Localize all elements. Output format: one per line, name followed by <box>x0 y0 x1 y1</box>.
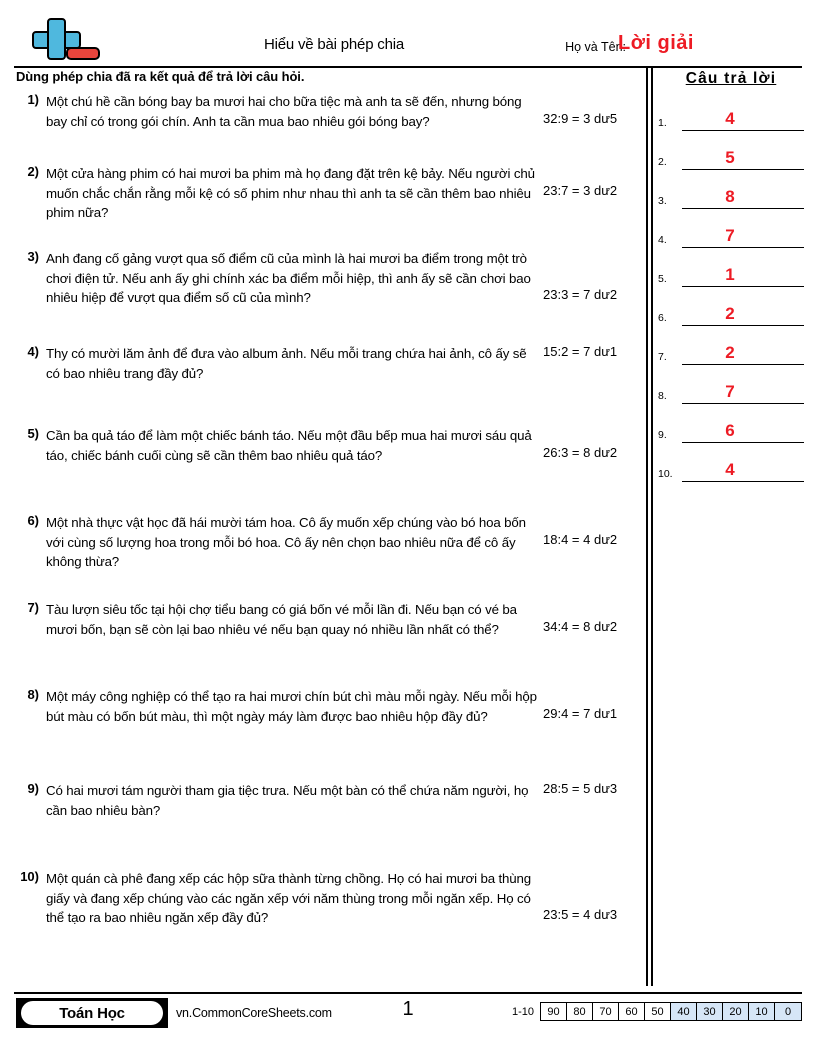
question-number: 3) <box>27 249 39 264</box>
question-item <box>16 344 646 426</box>
answer-row-number: 7. <box>658 351 667 363</box>
question-equation: 23:5 = 4 dư3 <box>543 907 618 922</box>
question-text: Có hai mươi tám người tham gia tiệc trưa. Nếu một bàn có thể chứa năm người, họ cần bao nhiêu bàn? <box>46 783 529 818</box>
question-text: Một quán cà phê đang xếp các hộp sữa thành từng chồng. Họ có hai mươi ba thùng giấy và đang xếp chúng vào các ngăn xếp với năm thùng trong mỗi ngăn xếp. Họ có thể tạo ra bao nhiêu ngăn xếp đầy đủ? <box>46 871 532 925</box>
question-equation: 15:2 = 7 dư1 <box>543 344 618 359</box>
question-item <box>16 600 646 687</box>
divider-line-outer <box>651 66 653 986</box>
answer-column-title: Câu trả lời <box>685 70 777 87</box>
question-item <box>16 164 646 249</box>
question-number: 6) <box>27 513 39 528</box>
question-text: Thy có mười lăm ảnh để đưa vào album ảnh. Nếu mỗi trang chứa hai ảnh, cô ấy sẽ có bao nhiêu trang đầy đủ? <box>46 346 527 381</box>
answer-row <box>658 92 804 131</box>
score-box: 50 <box>645 1003 671 1020</box>
question-number: 8) <box>27 687 39 702</box>
question-item <box>16 687 646 781</box>
score-box: 40 <box>671 1003 697 1020</box>
score-box: 90 <box>541 1003 567 1020</box>
answer-row <box>658 326 804 365</box>
question-number: 5) <box>27 426 39 441</box>
page-number: 1 <box>402 998 414 1020</box>
column-divider <box>646 66 653 986</box>
questions-list <box>16 92 646 959</box>
answer-row-number: 8. <box>658 390 667 402</box>
answer-row-number: 2. <box>658 156 667 168</box>
question-item <box>16 92 646 164</box>
answer-row-number: 4. <box>658 234 667 246</box>
answer-value: 7 <box>725 226 735 245</box>
question-item <box>16 513 646 600</box>
question-number: 2) <box>27 164 39 179</box>
answer-row <box>658 131 804 170</box>
answer-row-number: 10. <box>658 468 673 480</box>
answer-row <box>658 209 804 248</box>
question-item <box>16 781 646 869</box>
answer-value: 8 <box>725 187 735 206</box>
score-box: 0 <box>775 1003 801 1020</box>
page-header <box>14 14 802 66</box>
answer-value: 4 <box>725 109 735 128</box>
answer-value: 1 <box>725 265 735 284</box>
question-equation: 32:9 = 3 dư5 <box>543 111 618 126</box>
brand-label: Toán Học <box>21 1001 163 1025</box>
answer-value: 7 <box>725 382 735 401</box>
score-box: 20 <box>723 1003 749 1020</box>
question-number: 7) <box>27 600 39 615</box>
score-box: 30 <box>697 1003 723 1020</box>
question-equation: 28:5 = 5 dư3 <box>543 781 618 796</box>
answer-row-number: 3. <box>658 195 667 207</box>
answer-value: 4 <box>725 460 735 479</box>
answer-row <box>658 443 804 482</box>
question-equation: 29:4 = 7 dư1 <box>543 706 618 721</box>
score-scale-boxes <box>540 1002 802 1021</box>
answer-row <box>658 404 804 443</box>
answer-value: 2 <box>725 343 735 362</box>
website-url: vn.CommonCoreSheets.com <box>176 1006 332 1020</box>
question-text: Anh đang cố gảng vượt qua số điểm cũ của mình là hai mươi ba điểm trong một trò chơi điện tử. Nếu anh ấy ghi chính xác ba điểm mỗi hiệp, thì anh ấy sẽ cần chơi bao nhiêu hiệp để vượt qua điểm số cũ của mình? <box>46 251 531 305</box>
question-equation: 34:4 = 8 dư2 <box>543 619 618 634</box>
instruction-text: Dùng phép chia đã ra kết quả để trả lời câu hỏi. <box>16 69 305 84</box>
answer-row-number: 5. <box>658 273 667 285</box>
question-item <box>16 869 646 959</box>
answer-column <box>658 70 804 482</box>
question-text: Một máy công nghiệp có thể tạo ra hai mươi chín bút chì màu mỗi ngày. Nếu mỗi hộp bút màu có bốn bút màu, thì một ngày máy làm được bao nhiêu hộp đầy đủ? <box>46 689 537 724</box>
answer-row <box>658 248 804 287</box>
question-text: Một chú hề cần bóng bay ba mươi hai cho bữa tiệc mà anh ta sẽ đến, nhưng bóng bay chỉ có trong gói chín. Anh ta cần mua bao nhiêu gói bóng bay? <box>46 94 522 129</box>
question-item <box>16 249 646 344</box>
question-equation: 18:4 = 4 dư2 <box>543 532 618 547</box>
answer-row-number: 9. <box>658 429 667 441</box>
name-field-label: Họ và Tên: <box>565 40 626 54</box>
answer-row-number: 6. <box>658 312 667 324</box>
question-equation: 23:3 = 7 dư2 <box>543 287 618 302</box>
question-number: 4) <box>27 344 39 359</box>
question-number: 9) <box>27 781 39 796</box>
footer-divider-rule <box>14 992 802 994</box>
score-scale <box>512 1002 802 1021</box>
answer-row <box>658 365 804 404</box>
answer-value: 5 <box>725 148 735 167</box>
question-item <box>16 426 646 513</box>
answer-row <box>658 170 804 209</box>
question-text: Một nhà thực vật học đã hái mười tám hoa. Cô ấy muốn xếp chúng vào bó hoa bốn với cùng số lượng hoa trong mỗi bó hoa. Cô ấy nên chọn bao nhiêu nữa để cô ấy không thừa? <box>46 515 526 569</box>
question-number: 1) <box>27 92 39 107</box>
score-scale-label: 1-10 <box>511 1005 534 1018</box>
question-text: Cần ba quả táo để làm một chiếc bánh táo. Nếu một đầu bếp mua hai mươi sáu quả táo, chiếc bánh cuối cùng sẽ cần thêm bao nhiêu quả táo? <box>46 428 532 463</box>
question-equation: 23:7 = 3 dư2 <box>543 183 618 198</box>
score-box: 10 <box>749 1003 775 1020</box>
answer-value: 2 <box>725 304 735 323</box>
question-text: Một cửa hàng phim có hai mươi ba phim mà họ đang đặt trên kệ bảy. Nếu người chủ muốn chắc chắn rằng mỗi kệ có số phim như nhau thì anh ta sẽ cần thêm bao nhiêu phim nữa? <box>46 166 535 220</box>
answer-value: 6 <box>725 421 735 440</box>
question-number: 10) <box>20 869 39 884</box>
score-box: 80 <box>567 1003 593 1020</box>
score-box: 70 <box>593 1003 619 1020</box>
header-divider-rule <box>14 66 802 68</box>
question-equation: 26:3 = 8 dư2 <box>543 445 618 460</box>
divider-line-inner <box>646 66 648 986</box>
name-field-value: Lời giải <box>617 32 694 54</box>
page-title: Hiểu về bài phép chia <box>263 36 405 53</box>
score-box: 60 <box>619 1003 645 1020</box>
answer-row-number: 1. <box>658 117 667 129</box>
question-text: Tàu lượn siêu tốc tại hội chợ tiểu bang có giá bốn vé mỗi lần đi. Nếu bạn có vé ba mươi bốn, bạn sẽ còn lại bao nhiêu vé nếu bạn quay nó nhiều lần nhất có thể? <box>46 602 517 637</box>
answer-row <box>658 287 804 326</box>
